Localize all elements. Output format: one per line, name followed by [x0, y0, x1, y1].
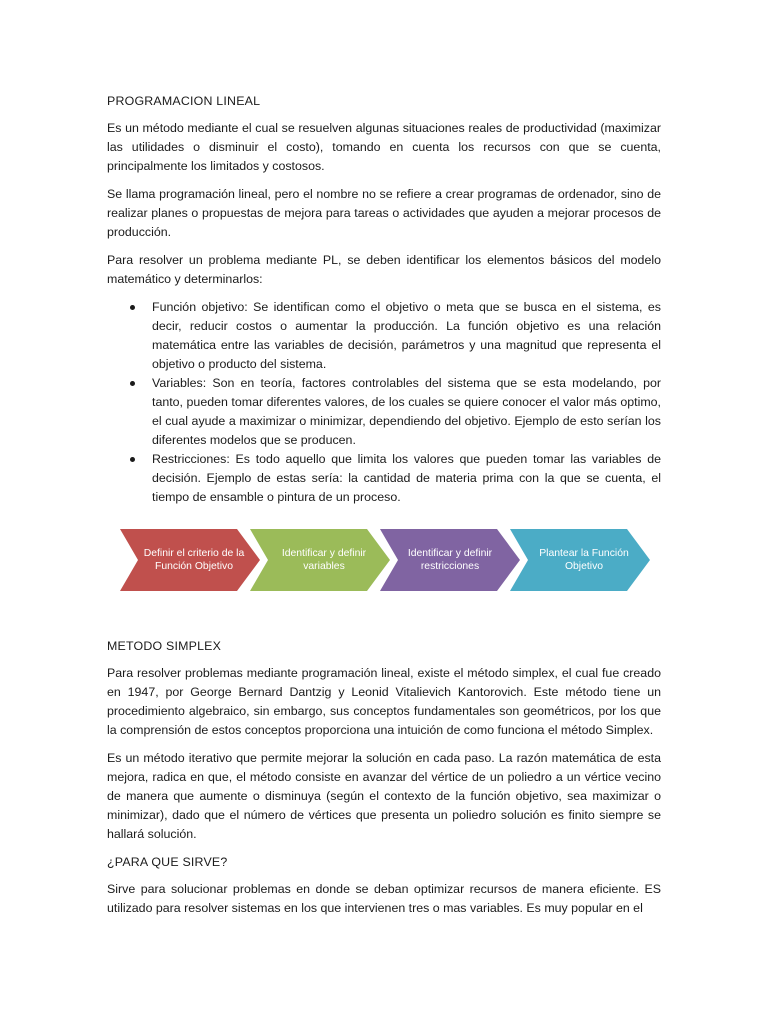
paragraph: Se llama programación lineal, pero el nombre no se refiere a crear programas de ordenador, sino de realizar planes o propuestas de mejora para tareas o actividades que ayuden a mejorar procesos de producción.: [107, 187, 661, 239]
bullet-icon: [130, 457, 135, 462]
paragraph: Es un método iterativo que permite mejorar la solución en cada paso. La razón matemática de esta mejora, radica en que, el método consiste en avanzar del vértice de un poliedro a un vértice vecino de manera que aumente o disminuya (según el contexto de la función objetivo, sea maximizar o minimizar), dado que el número de vértices que presenta un poliedro solución es finito siempre se hallará solución.: [107, 751, 661, 841]
paragraph: Sirve para solucionar problemas en donde se deban optimizar recursos de manera eficiente. ES utilizado para resolver sistemas en los que intervienen tres o mas variables. Es muy popular en el: [107, 882, 661, 915]
list-item-text: Función objetivo: Se identifican como el objetivo o meta que se busca en el sistema, es decir, reducir costos o aumentar la producción. La función objetivo es una relación matemática entre las variables de decisión, parámetros y una magnitud que representa el objetivo o producto del sistema.: [152, 300, 661, 371]
list-item: [107, 374, 661, 450]
process-step-4-label: Plantear la Función Objetivo: [539, 548, 629, 572]
process-diagram: [120, 529, 674, 591]
process-step-3-label: Identificar y definir restricciones: [407, 548, 493, 572]
section-title-programacion-lineal: PROGRAMACION LINEAL: [107, 94, 261, 108]
bullet-icon: [130, 381, 135, 386]
list-item: [107, 298, 661, 374]
list-item: [107, 450, 661, 507]
section-title-metodo-simplex: METODO SIMPLEX: [107, 639, 222, 653]
process-step-1-label: Definir el criterio de la Función Objetivo: [143, 548, 245, 572]
paragraph: Es un método mediante el cual se resuelven algunas situaciones reales de productividad (maximizar las utilidades o disminuir el costo), tomando en cuenta los recursos con que se cuenta, principalmente los limitados y costosos.: [107, 121, 661, 173]
section-title-para-que-sirve: ¿PARA QUE SIRVE?: [107, 855, 228, 869]
paragraph: Para resolver problemas mediante programación lineal, existe el método simplex, el cual fue creado en 1947, por George Bernard Dantzig y Leonid Vitalievich Kantorovich. Este método tiene un procedimiento algebraico, sin embargo, sus conceptos fundamentales son geométricos, por los que la comprensión de estos conceptos proporciona una intuición de como funciona el método Simplex.: [107, 666, 661, 737]
elements-list: [107, 298, 661, 507]
process-step-2-label: Identificar y definir variables: [281, 548, 367, 572]
list-item-text: Restricciones: Es todo aquello que limita los valores que pueden tomar las variables de decisión. Ejemplo de estas sería: la cantidad de materia prima con la que se cuenta, el tiempo de ensamble o pintura de un proceso.: [152, 452, 661, 504]
paragraph: Para resolver un problema mediante PL, se deben identificar los elementos básicos del modelo matemático y determinarlos:: [107, 253, 661, 286]
list-item-text: Variables: Son en teoría, factores controlables del sistema que se esta modelando, por tanto, pueden tomar diferentes valores, de los cuales se quiere conocer el valor más optimo, el cual ayude a maximizar o minimizar, dependiendo del objetivo. Ejemplo de esto serían los diferentes modelos que se producen.: [152, 376, 661, 447]
bullet-icon: [130, 305, 135, 310]
